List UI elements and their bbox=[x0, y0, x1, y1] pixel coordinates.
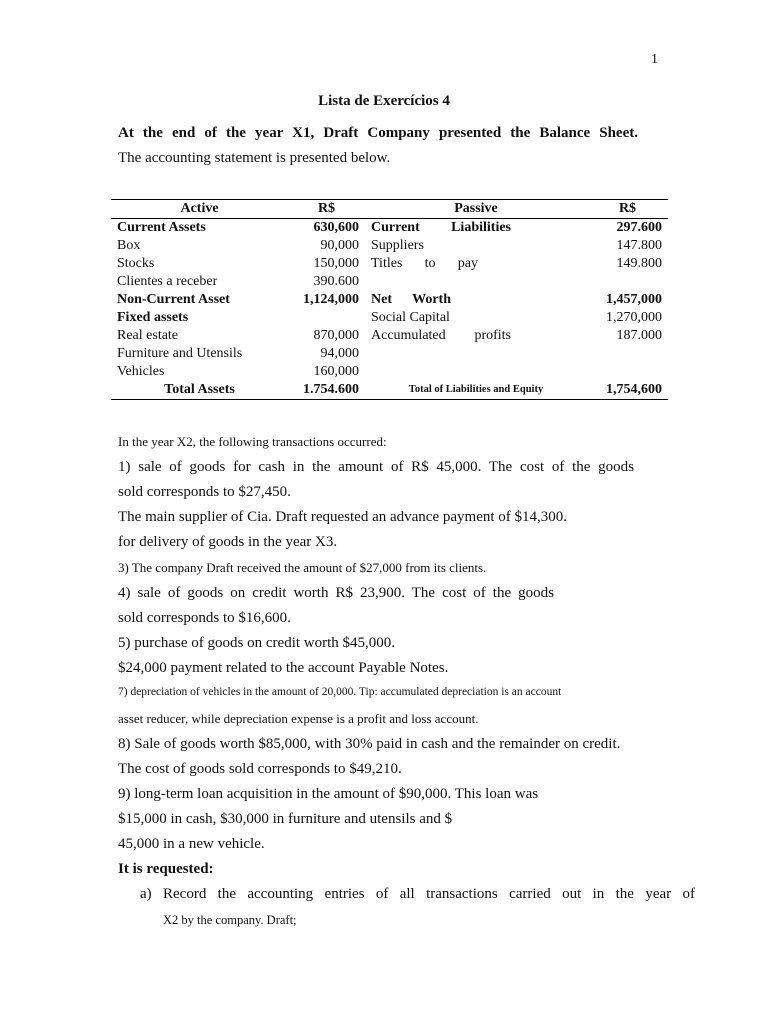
active-label: Non-Current Asset bbox=[117, 292, 230, 307]
transaction-line: 45,000 in a new vehicle. bbox=[118, 836, 265, 852]
active-label: Box bbox=[117, 238, 141, 253]
active-value bbox=[288, 309, 365, 327]
table-row bbox=[111, 363, 668, 381]
net-worth-label: Net Worth bbox=[371, 292, 451, 307]
header-rs-active: R$ bbox=[288, 200, 365, 219]
active-value: 90,000 bbox=[320, 238, 359, 253]
transaction-line: sold corresponds to $16,600. bbox=[118, 610, 291, 626]
transaction-line: 5) purchase of goods on credit worth $45,000. bbox=[118, 635, 396, 651]
transaction-line: The cost of goods sold corresponds to $49,210. bbox=[118, 761, 402, 777]
passive-value: 147.800 bbox=[616, 238, 662, 253]
intro-bold-text: At the end of the year X1, Draft Company presented the Balance Sheet. bbox=[118, 125, 638, 141]
active-label: Vehicles bbox=[117, 364, 165, 379]
transaction-line: The main supplier of Cia. Draft requested an advance payment of $14,300. bbox=[118, 509, 568, 525]
passive-label bbox=[365, 345, 587, 363]
passive-value: 1,270,000 bbox=[606, 310, 662, 325]
table-row bbox=[111, 309, 668, 327]
document-title: Lista de Exercícios 4 bbox=[318, 93, 450, 109]
header-active: Active bbox=[111, 200, 288, 219]
passive-value: 297.600 bbox=[616, 220, 662, 235]
active-value: 160,000 bbox=[313, 364, 359, 379]
passive-label: Social Capital bbox=[371, 310, 450, 325]
table-row bbox=[111, 327, 668, 345]
transaction-line: 1) sale of goods for cash in the amount of R$ 45,000. The cost of the goods bbox=[118, 459, 634, 475]
active-value: 94,000 bbox=[320, 346, 359, 361]
passive-value bbox=[587, 363, 668, 381]
active-value: 630,600 bbox=[313, 220, 359, 235]
accumulated-profits-label: Accumulated profits bbox=[371, 328, 511, 343]
intro-text: The accounting statement is presented below. bbox=[118, 150, 391, 166]
table-header-row bbox=[111, 200, 668, 219]
total-assets-value: 1.754.600 bbox=[288, 381, 365, 400]
table-row bbox=[111, 345, 668, 363]
header-passive: Passive bbox=[365, 200, 587, 219]
current-liabilities-label: Current Liabilities bbox=[371, 220, 511, 235]
transaction-line: $15,000 in cash, $30,000 in furniture and utensils and $ bbox=[118, 811, 453, 827]
requested-item-a: a) Record the accounting entries of all transactions carried out in the year of bbox=[140, 886, 695, 902]
passive-label: Suppliers bbox=[371, 238, 424, 253]
total-liabilities-label: Total of Liabilities and Equity bbox=[365, 381, 587, 400]
transaction-line: sold corresponds to $27,450. bbox=[118, 484, 291, 500]
passive-label bbox=[365, 219, 587, 238]
active-label: Current Assets bbox=[117, 220, 206, 235]
total-assets-label: Total Assets bbox=[111, 381, 288, 400]
transactions-intro: In the year X2, the following transactions occurred: bbox=[118, 434, 387, 449]
transaction-line: 7) depreciation of vehicles in the amount of 20,000. Tip: accumulated depreciation is an account bbox=[118, 686, 562, 698]
transaction-line: $24,000 payment related to the account Payable Notes. bbox=[118, 660, 449, 676]
active-value: 1,124,000 bbox=[303, 292, 359, 307]
transaction-line: 8) Sale of goods worth $85,000, with 30% paid in cash and the remainder on credit. bbox=[118, 736, 621, 752]
passive-label bbox=[365, 255, 587, 273]
passive-value: 149.800 bbox=[616, 256, 662, 271]
passive-value: 187.000 bbox=[616, 328, 662, 343]
passive-label bbox=[365, 273, 587, 291]
active-value: 150,000 bbox=[313, 256, 359, 271]
passive-label bbox=[365, 363, 587, 381]
active-value: 390.600 bbox=[313, 274, 359, 289]
table-row bbox=[111, 291, 668, 309]
requested-item-a-continued: X2 by the company. Draft; bbox=[163, 913, 297, 927]
active-label: Stocks bbox=[117, 256, 155, 271]
passive-value bbox=[587, 345, 668, 363]
requested-heading: It is requested: bbox=[118, 861, 214, 877]
active-label: Furniture and Utensils bbox=[117, 346, 243, 361]
table-row bbox=[111, 273, 668, 291]
table-row bbox=[111, 255, 668, 273]
passive-value bbox=[587, 273, 668, 291]
total-liabilities-value: 1,754,600 bbox=[587, 381, 668, 400]
transaction-line: for delivery of goods in the year X3. bbox=[118, 534, 338, 550]
page-number: 1 bbox=[651, 52, 658, 67]
passive-label bbox=[365, 291, 587, 309]
table-row bbox=[111, 219, 668, 238]
transaction-line: 3) The company Draft received the amount of $27,000 from its clients. bbox=[118, 560, 487, 575]
passive-value: 1,457,000 bbox=[606, 292, 662, 307]
header-rs-passive: R$ bbox=[587, 200, 668, 219]
active-label: Clientes a receber bbox=[117, 274, 218, 289]
active-label: Real estate bbox=[117, 328, 179, 343]
passive-label bbox=[365, 327, 587, 345]
table-total-row bbox=[111, 381, 668, 400]
active-label: Fixed assets bbox=[117, 310, 189, 325]
transaction-line: 9) long-term loan acquisition in the amount of $90,000. This loan was bbox=[118, 786, 539, 802]
titles-to-pay-label: Titles to pay bbox=[371, 256, 478, 271]
table-row bbox=[111, 237, 668, 255]
balance-sheet-table bbox=[111, 199, 668, 400]
transaction-line: 4) sale of goods on credit worth R$ 23,900. The cost of the goods bbox=[118, 585, 554, 601]
active-value: 870,000 bbox=[313, 328, 359, 343]
transaction-line: asset reducer, while depreciation expense is a profit and loss account. bbox=[118, 711, 479, 726]
